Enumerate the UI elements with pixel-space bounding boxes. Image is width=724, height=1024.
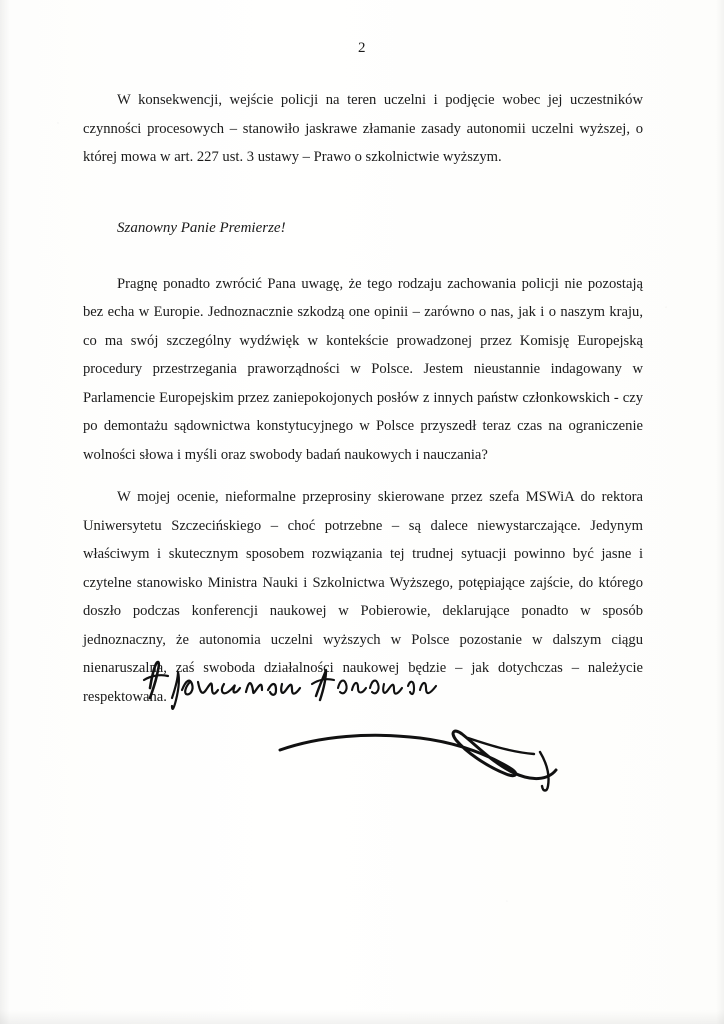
signature-block xyxy=(120,640,600,800)
paragraph-3: W mojej ocenie, nieformalne przeprosiny skierowane przez szefa MSWiA do rektora Uniwersytetu Szczecińskiego – choć potrzebne – są dalece niewystarczające. Jedynym właściwym i skutecznym sposobem rozwiązania tej trudnej sytuacji powinno być jasne i czytelne stanowisko Ministra Nauki i Szkolnictwa Wyższego, potępiające zajście, do którego doszło podczas konferencji naukowej w Pobierowie, deklarujące ponadto w sposób jednoznaczny, że autonomia uczelni wyższych w Polsce pozostanie w dalszym ciągu nienaruszalna, zaś swoboda działalności naukowej będzie – jak dotychczas – należycie respektowana. xyxy=(83,489,643,705)
document-body xyxy=(83,86,643,725)
paragraph-2: Pragnę ponadto zwrócić Pana uwagę, że tego rodzaju zachowania policji nie pozostają bez echa w Europie. Jednoznacznie szkodzą one opinii – zarówno o nas, jak i o naszym kraju, co ma swój szczególny wydźwięk w kontekście prowadzonej przez Komisję Europejską procedury przestrzegania praworządności w Polsce. Jestem nieustannie indagowany w Parlamencie Europejskim przez zaniepokojonych posłów z innych państw członkowskich - czy po demontażu sądownictwa konstytucyjnego w Polsce przyszedł teraz czas na ograniczenie wolności słowa i myśli oraz swobody badań naukowych i nauczania? xyxy=(83,275,643,463)
scan-edge-bottom xyxy=(0,1010,724,1024)
handwritten-signature-icon xyxy=(120,640,600,800)
scan-edge-right xyxy=(716,0,724,1024)
scan-edge-left xyxy=(0,0,10,1024)
salutation: Szanowny Panie Premierze! xyxy=(117,219,286,236)
paragraph-1: W konsekwencji, wejście policji na teren uczelni i podjęcie wobec jej uczestników czynności procesowych – stanowiło jaskrawe złamanie zasady autonomii uczelni wyższej, o której mowa w art. 227 ust. 3 ustawy – Prawo o szkolnictwie wyższym. xyxy=(83,92,643,165)
page-number: 2 xyxy=(358,40,366,56)
